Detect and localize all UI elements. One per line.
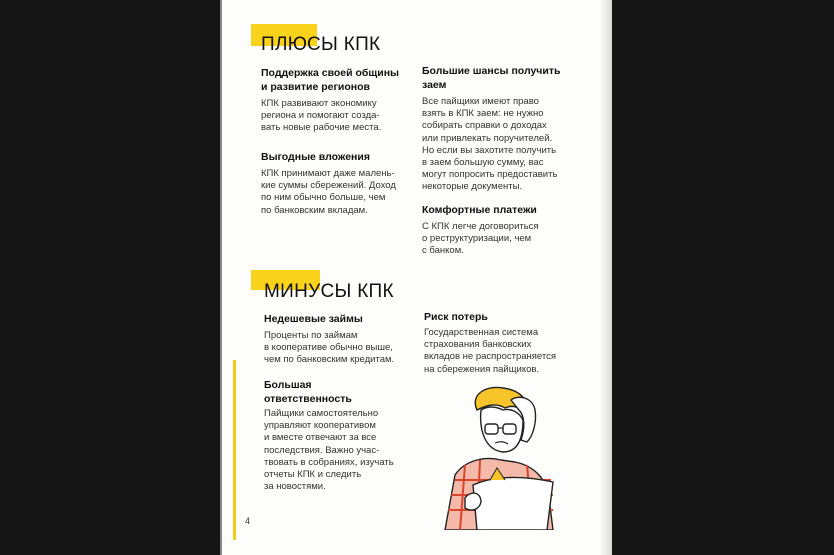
- cons-heading-responsibility: Большая ответственность: [264, 379, 352, 405]
- pros-title: ПЛЮСЫ КПК: [261, 34, 381, 55]
- page-number: 4: [245, 516, 251, 526]
- pros-text-community: КПК развивают экономику региона и помогают созда- вать новые рабочие места.: [261, 98, 382, 134]
- cons-heading-loans: Недешевые займы: [264, 313, 363, 325]
- decorative-yellow-line: [233, 360, 236, 540]
- cons-heading-risk: Риск потерь: [424, 311, 488, 323]
- cons-title: МИНУСЫ КПК: [264, 281, 394, 302]
- page-right-shadow: [600, 0, 612, 555]
- worried-man-illustration: [415, 380, 570, 530]
- pros-heading-investments: Выгодные вложения: [261, 151, 370, 163]
- page-left-edge: [220, 0, 222, 555]
- pros-text-investments: КПК принимают даже малень- кие суммы сбережений. Доход по ним обычно больше, чем по банковским вкладам.: [261, 168, 396, 216]
- cons-text-loans: Проценты по займам в кооперативе обычно выше, чем по банковским кредитам.: [264, 330, 395, 366]
- pros-heading-loan: Большие шансы получить заем: [422, 65, 561, 91]
- pros-text-loan: Все пайщики имеют право взять в КПК заем: не нужно собирать справки о доходах или привлекать поручителей. Но если вы захотите получить в заем большую сумму, вас могут попросить предоставить некоторые документы.: [422, 96, 558, 193]
- cons-text-responsibility: Пайщики самостоятельно управляют кооперативом и вместе отвечают за все последствия. Важно учас- твовать в собраниях, изучать отчеты КПК и следить за новостями.: [264, 408, 394, 493]
- pros-text-payments: С КПК легче договориться о реструктуризации, чем с банком.: [422, 221, 539, 257]
- pros-heading-payments: Комфортные платежи: [422, 204, 537, 216]
- cons-text-risk: Государственная система страхования банковских вкладов не распространяется на сбережения пайщиков.: [424, 327, 557, 375]
- pros-heading-community: Поддержка своей общины и развитие регионов: [261, 67, 400, 93]
